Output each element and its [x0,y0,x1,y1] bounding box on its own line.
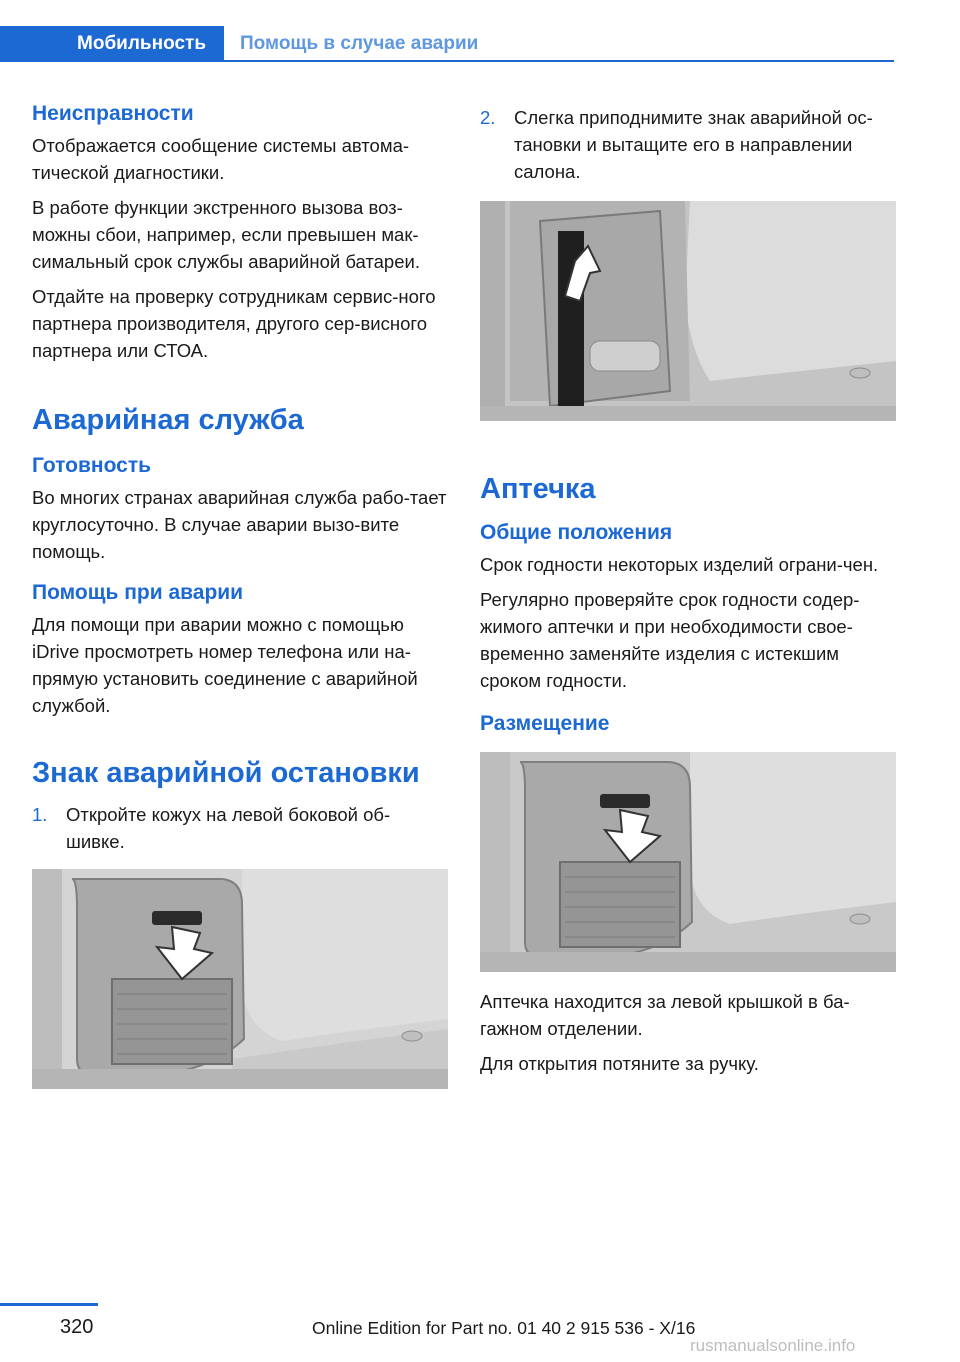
malfunction-text-1: Отображается сообщение системы автома-тической диагностики. [32,135,410,183]
tab-accident-help[interactable]: Помощь в случае аварии [240,33,479,54]
step-2-text: Слегка приподнимите знак аварийной ос-тановки и вытащите его в направлении салона. [514,107,873,182]
malfunction-heading: Неисправности [32,102,194,125]
placement-text-2: Для открытия потяните за ручку. [480,1053,759,1074]
page-number: 320 [60,1316,94,1338]
edition-info: Online Edition for Part no. 01 40 2 915 536 - X/16 [312,1318,696,1338]
readiness-heading: Готовность [32,454,152,477]
right-column [480,96,896,1077]
left-column [32,96,448,1089]
tab-mobility[interactable]: Мобильность [0,26,224,62]
header-rule [224,60,894,62]
placement-text-1: Аптечка находится за левой крышкой в ба-гажном отделении. [480,991,850,1039]
readiness-text: Во многих странах аварийная служба рабо-тает круглосуточно. В случае аварии вызо-вите помощь. [32,487,447,562]
step-2-number: 2. [480,107,496,128]
placement-heading: Размещение [480,712,610,735]
general-text-1: Срок годности некоторых изделий ограни-чен. [480,554,879,575]
step-1-text: Откройте кожух на левой боковой об-шивке. [66,804,391,852]
warning-sign-heading: Знак аварийной остановки [32,757,420,789]
figure-remove-sign [480,201,896,421]
help-heading: Помощь при аварии [32,581,244,604]
general-text-2: Регулярно проверяйте срок годности содер-жимого аптечки и при необходимости свое-временно заменяйте изделия с истекшим сроком годности. [480,589,860,691]
help-text: Для помощи при аварии можно с помощью iDrive просмотреть номер телефона или на-прямую установить соединение с аварийной службой. [32,614,418,716]
page-header [0,0,960,64]
warning-sign-illustration [480,201,896,421]
footer-rule [0,1303,98,1306]
trunk-cover-illustration [32,869,448,1089]
first-aid-cover-illustration [480,752,896,972]
general-heading: Общие положения [480,521,673,544]
watermark: rusmanualsonline.info [690,1336,856,1355]
service-heading: Аварийная служба [32,404,304,436]
step-1-number: 1. [32,804,48,825]
first-aid-heading: Аптечка [480,473,596,505]
malfunction-text-2: В работе функции экстренного вызова воз-можны сбои, например, если превышен мак-симальный срок службы аварийной батареи. [32,197,420,272]
malfunction-text-3: Отдайте на проверку сотрудникам сервис-ного партнера производителя, другого сер-висного партнера или СТОА. [32,286,436,361]
step-1 [32,801,448,855]
figure-open-cover [32,869,448,1089]
figure-first-aid-location [480,752,896,972]
step-2 [480,104,896,185]
